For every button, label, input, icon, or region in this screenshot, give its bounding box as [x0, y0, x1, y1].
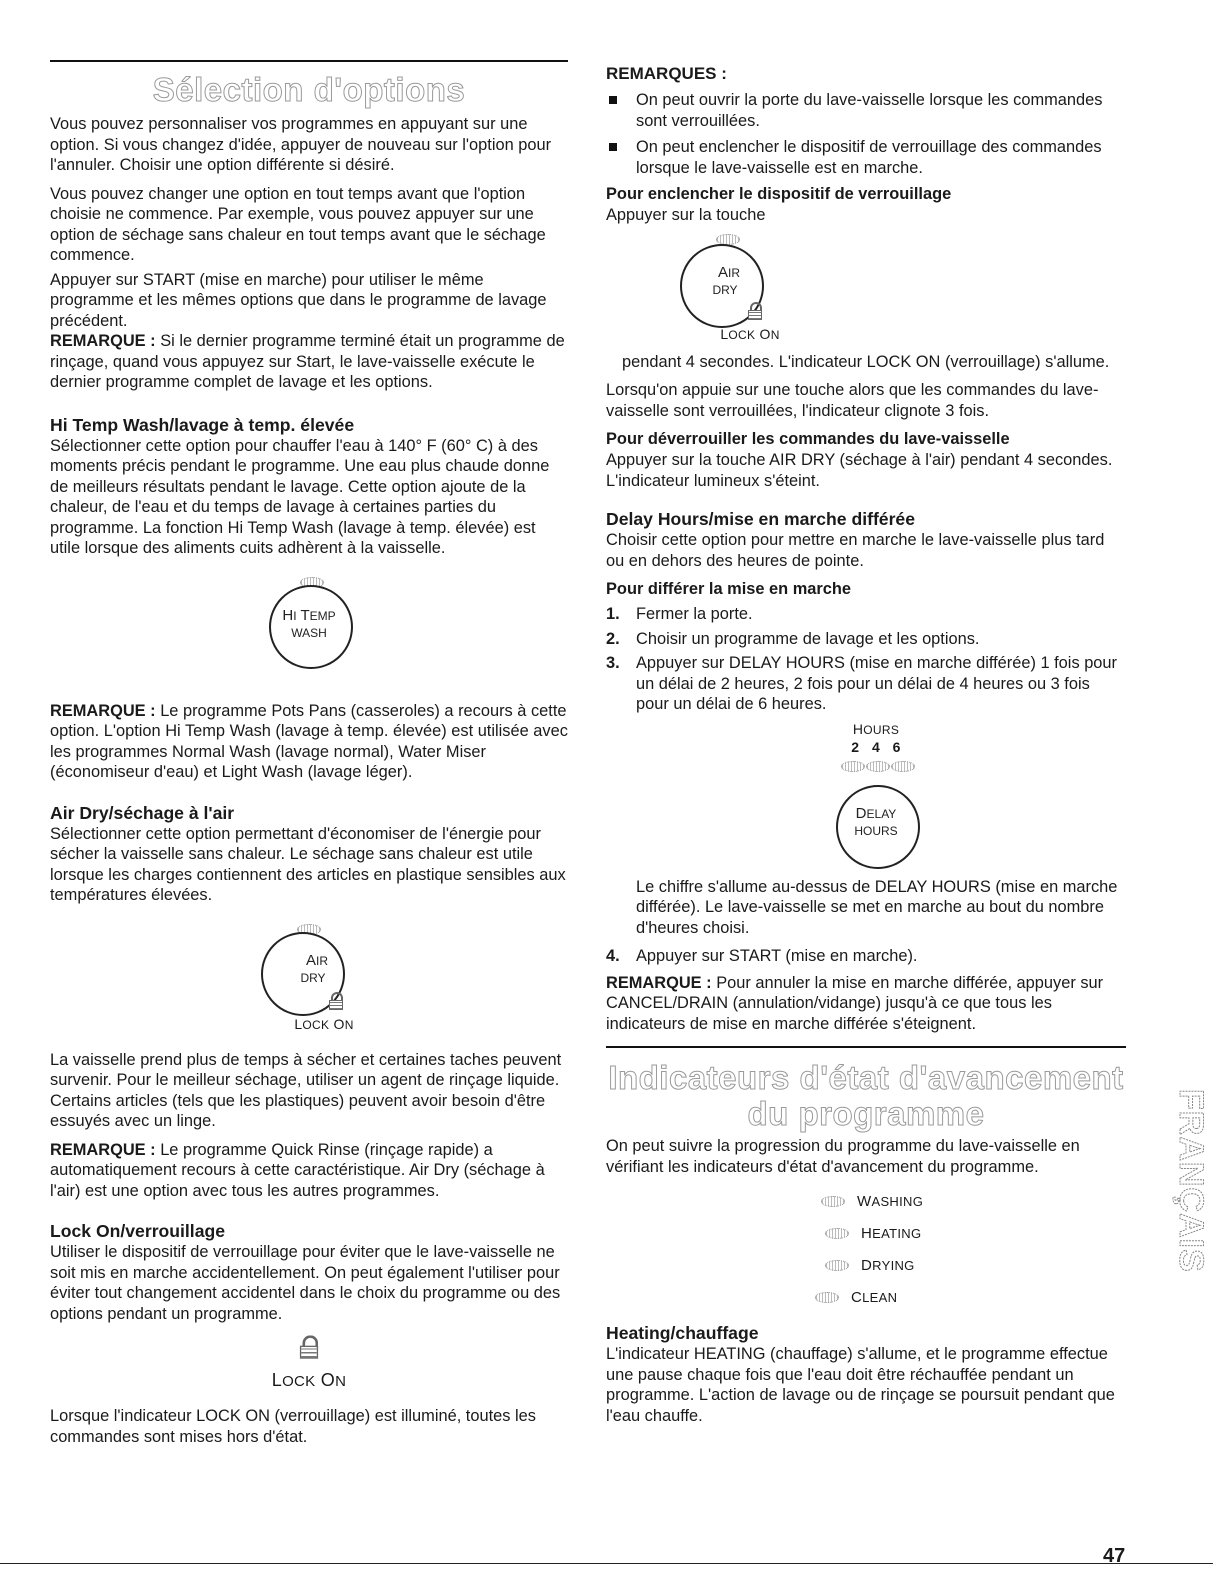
left-column — [50, 60, 568, 1455]
hitemp-button-illustration — [259, 571, 359, 671]
list-item: 4. Appuyer sur START (mise en marche). — [606, 947, 918, 965]
status-indicators — [606, 1185, 1126, 1313]
status-rule — [606, 1046, 1126, 1048]
list-item: 2. Choisir un programme de lavage et les options. — [606, 629, 980, 648]
engage-text-2: pendant 4 secondes. L'indicateur LOCK ON (verrouillage) s'allume. — [622, 352, 1110, 371]
delay-step-4 — [606, 946, 1126, 967]
lock-button-illustration — [654, 234, 784, 342]
lock-icon — [300, 1335, 318, 1358]
indicator-light-icon — [825, 1260, 849, 1271]
engage-heading: Pour enclencher le dispositif de verrouillage — [606, 185, 952, 203]
remarque-1 — [50, 331, 568, 393]
list-item: On peut enclencher le dispositif de verrouillage des commandes lorsque le lave-vaisselle est en marche. — [606, 137, 1126, 178]
hours-values: 2 4 6 — [851, 738, 901, 755]
remarque-label: REMARQUE : — [50, 332, 156, 350]
lock-on-caption: LOCK ON — [294, 1015, 354, 1032]
lock-icon — [748, 302, 762, 320]
delay-steps — [606, 604, 1126, 715]
airdry-remarque: REMARQUE : Le programme Quick Rinse (rinçage rapide) a automatiquement recours à cette caractéristique. Air Dry (séchage à l'air) est une option avec tous les autres programmes. — [50, 1140, 545, 1200]
lock-on-caption: LOCK ON — [720, 325, 780, 342]
airdry-button-illustration — [249, 920, 369, 1040]
section-title: Sélection d'options — [152, 71, 466, 108]
hitemp-button-label: HI TEMP — [282, 606, 336, 624]
lock-on-caption: LOCK ON — [271, 1370, 347, 1390]
right-column — [606, 64, 1126, 1434]
lockon-text-2: Lorsque l'indicateur LOCK ON (verrouillage) est illuminé, toutes les commandes sont mises hors d'état. — [50, 1407, 536, 1446]
hitemp-button-label-2: WASH — [291, 625, 327, 640]
airdry-text: Sélectionner cette option permettant d'économiser de l'énergie pour sécher la vaisselle sans chaleur. Le séchage sans chaleur est utile lorsque les charges contiennent des articles en plastique sensibles aux températures élevées. — [50, 824, 566, 904]
indicator-clean: CLEAN — [606, 1281, 1126, 1313]
page-number: 47 — [1103, 1545, 1126, 1567]
engage-text: Appuyer sur la touche — [606, 206, 766, 224]
air-dry-label-2: DRY — [712, 282, 738, 297]
delay-heading: Delay Hours/mise en marche différée — [606, 509, 915, 529]
list-item: 3. Appuyer sur DELAY HOURS (mise en marche différée) 1 fois pour un délai de 2 heures, 2 fois pour un délai de 4 heures ou 3 fois pour un délai de 6 heures. — [606, 654, 1117, 713]
heating-heading: Heating/chauffage — [606, 1323, 759, 1343]
blink-text: Lorsqu'on appuie sur une touche alors que les commandes du lave-vaisselle sont verrouillées, l'indicateur clignote 3 fois. — [606, 381, 1099, 420]
hitemp-heading: Hi Temp Wash/lavage à temp. élevée — [50, 414, 355, 435]
heating-text: L'indicateur HEATING (chauffage) s'allume, et le programme effectue une pause chaque fois que l'eau doit être réchauffée pendant un programme. L'action de lavage ou de rinçage se poursuit pendant que l'eau chauffe. — [606, 1345, 1115, 1425]
indicator-light-icon — [815, 1292, 839, 1303]
airdry-text-2: La vaisselle prend plus de temps à sécher et certaines taches peuvent survenir. Pour le meilleur séchage, utiliser un agent de rinçage liquide. Certains articles (tels que les plastiques) peuvent avoir besoin d'être essuyés avec un linge. — [50, 1050, 562, 1130]
lockon-illustration — [239, 1334, 379, 1396]
top-rule — [50, 60, 568, 62]
delay-button-label-2: HOURS — [854, 823, 898, 838]
bottom-rule — [0, 1563, 1213, 1564]
lockon-text: Utiliser le dispositif de verrouillage pour éviter que le lave-vaisselle ne soit mis en marche accidentellement. On peut également l'utiliser pour éviter tout changement accidentel dans le choix du programme ou des options pendant un programme. — [50, 1243, 561, 1323]
indicator-light-icon — [821, 1196, 845, 1207]
unlock-text: Appuyer sur la touche AIR DRY (séchage à l'air) pendant 4 secondes. L'indicateur lumineux s'éteint. — [606, 451, 1113, 490]
remarque-text: Si le dernier programme terminé était un programme de rinçage, quand vous appuyez sur Start, le lave-vaisselle exécute le dernier programme complet de lavage et les options. — [50, 332, 565, 391]
indicator-washing: WASHING — [606, 1185, 1126, 1217]
delay-button-label: DELAY — [855, 804, 897, 822]
status-text: On peut suivre la progression du programme du lave-vaisselle en vérifiant les indicateurs d'état d'avancement du programme. — [606, 1137, 1080, 1176]
side-language-tab — [1152, 1085, 1210, 1335]
side-tab-text: FRANÇAIS — [1172, 1089, 1210, 1273]
air-dry-label-2: DRY — [300, 970, 326, 985]
list-item: 1. Fermer la porte. — [606, 605, 753, 623]
remarques-list — [606, 90, 1126, 178]
lockon-heading: Lock On/verrouillage — [50, 1221, 226, 1241]
delay-subheading: Pour différer la mise en marche — [606, 580, 852, 598]
lock-icon — [329, 992, 343, 1010]
intro-paragraph-1: Vous pouvez personnaliser vos programmes en appuyant sur une option. Si vous changez d'idée, appuyer de nouveau sur l'option pour l'annuler. Choisir une option différente si désiré. — [50, 115, 552, 174]
indicator-light-icon — [716, 234, 740, 245]
hitemp-text: Sélectionner cette option pour chauffer l'eau à 140° F (60° C) à des moments précis pendant le programme. Une eau plus chaude donne de meilleurs résultats pendant le lavage. Cette option ajoute de la chaleur, de l'eau et du temps de lavage à certaines parties du programme. La fonction Hi Temp Wash (lavage à temp. élevée) est utile lorsque des aliments cuits adhèrent à la vaisselle. — [50, 436, 550, 557]
remarques-heading: REMARQUES : — [606, 64, 727, 83]
delay-after-text: Le chiffre s'allume au-dessus de DELAY HOURS (mise en marche différée). Le lave-vaisselle se met en marche au bout du nombre d'heures choisi. — [636, 877, 1118, 937]
list-item: On peut ouvrir la porte du lave-vaisselle lorsque les commandes sont verrouillées. — [606, 90, 1126, 131]
air-dry-label: AIR — [305, 951, 328, 969]
unlock-heading: Pour déverrouiller les commandes du lave-vaisselle — [606, 430, 1010, 448]
indicator-light-icon — [841, 761, 865, 772]
indicator-light-icon — [866, 761, 890, 772]
intro-paragraph-2: Vous pouvez changer une option en tout temps avant que l'option choisie ne commence. Par exemple, vous pouvez appuyer sur une option de séchage sans chaleur en tout temps avant que le séchage commence. — [50, 184, 546, 264]
indicator-drying: DRYING — [606, 1249, 1126, 1281]
hitemp-remarque: REMARQUE : Le programme Pots Pans (casseroles) a recours à cette option. L'option Hi Temp Wash (lavage à temp. élevée) est utilisée avec les programmes Normal Wash (lavage normal), Water Miser (économiseur d'eau) et Light Wash (lavage léger). — [50, 701, 568, 781]
delay-text: Choisir cette option pour mettre en marche le lave-vaisselle plus tard ou en dehors des heures de pointe. — [606, 531, 1105, 570]
indicator-light-icon — [891, 761, 915, 772]
air-dry-label: AIR — [717, 263, 740, 281]
airdry-heading: Air Dry/séchage à l'air — [50, 802, 235, 823]
status-title: Indicateurs d'état d'avancement du programme — [608, 1059, 1124, 1132]
delay-remarque: REMARQUE : Pour annuler la mise en marche différée, appuyer sur CANCEL/DRAIN (annulation/vidange) jusqu'à ce que tous les indicateurs de mise en marche différée s'éteignent. — [606, 973, 1104, 1033]
hours-label: HOURS — [852, 720, 900, 737]
indicator-heating: HEATING — [606, 1217, 1126, 1249]
delay-hours-illustration — [816, 721, 936, 871]
intro-paragraph-3: Appuyer sur START (mise en marche) pour utiliser le même programme et les mêmes options que dans le programme de lavage précédent. — [50, 270, 547, 330]
indicator-light-icon — [825, 1228, 849, 1239]
